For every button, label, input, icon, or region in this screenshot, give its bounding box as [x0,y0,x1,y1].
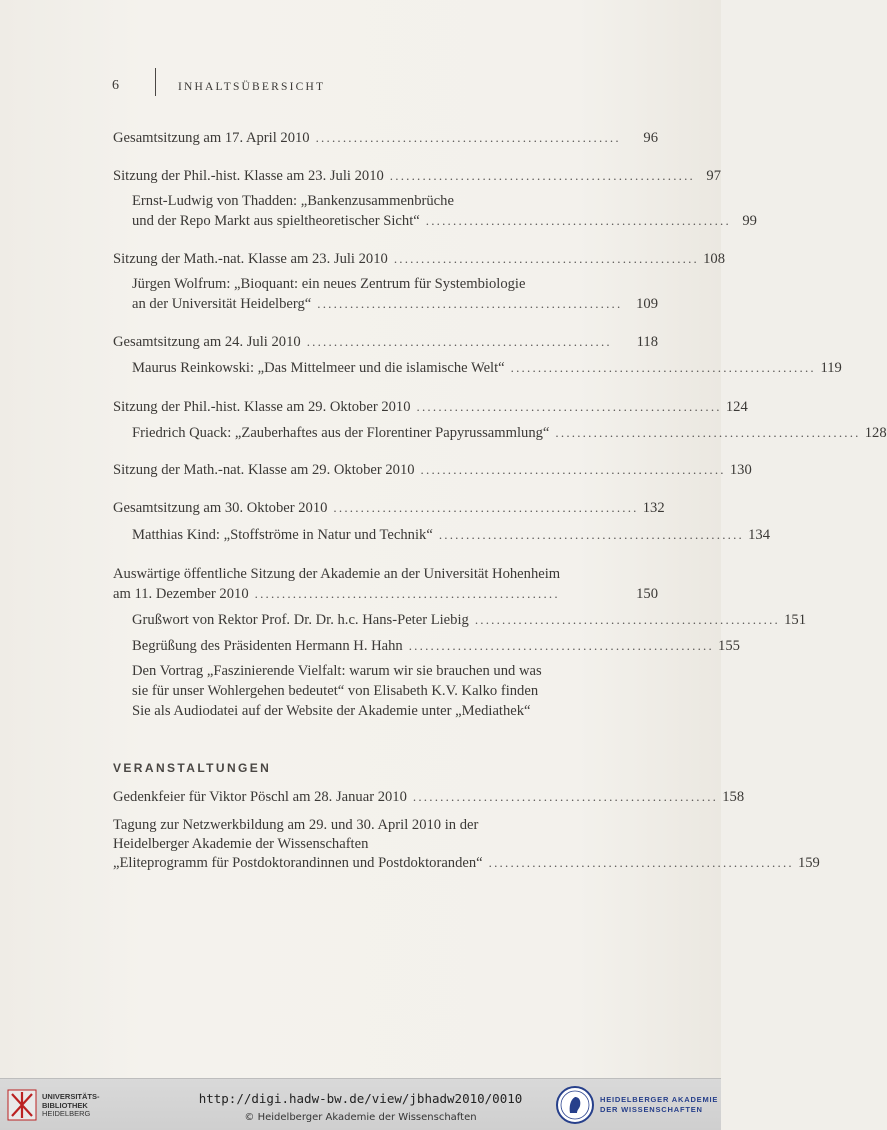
university-library-name: UNIVERSITÄTS- BIBLIOTHEK HEIDELBERG [42,1092,100,1118]
note-line: sie für unser Wohlergehen bedeutet“ von Elisabeth K.V. Kalko finden [132,683,539,699]
toc-entry-line: Tagung zur Netzwerkbildung am 29. und 30. April 2010 in der [113,817,479,833]
toc-entry: am 11. Dezember 2010 ........................................................ 150 [113,586,658,602]
toc-entry: Grußwort von Rektor Prof. Dr. Dr. h.c. Hans-Peter Liebig ........................................................ 151 [132,612,807,628]
running-header [112,76,512,98]
toc-entry: Friedrich Quack: „Zauberhaftes aus der Florentiner Papyrussammlung“ ........................................................ 128 [132,425,887,441]
toc-entry: Maurus Reinkowski: „Das Mittelmeer und die islamische Welt“ ........................................................ 119 [132,360,842,376]
toc-entry: an der Universität Heidelberg“ ........................................................ 109 [132,296,658,312]
toc-entry: Gesamtsitzung am 24. Juli 2010 ........................................................ 118 [113,334,658,350]
note-line: Sie als Audiodatei auf der Website der Akademie unter „Mediathek“ [132,703,531,719]
toc-entry: Gesamtsitzung am 30. Oktober 2010 ........................................................ 132 [113,500,665,516]
toc-entry: Sitzung der Phil.-hist. Klasse am 23. Juli 2010 ........................................................ 97 [113,168,721,184]
running-title: INHALTSÜBERSICHT [178,81,326,93]
toc-entry: Sitzung der Math.-nat. Klasse am 23. Juli 2010 ........................................................ 108 [113,251,726,267]
header-divider [155,68,156,96]
toc-entry: Sitzung der Phil.-hist. Klasse am 29. Oktober 2010 ........................................................ 124 [113,399,748,415]
viewer-footer [0,1078,721,1130]
toc-entry: Sitzung der Math.-nat. Klasse am 29. Oktober 2010 ........................................................ 130 [113,462,752,478]
toc-entry-line: Heidelberger Akademie der Wissenschaften [113,836,369,852]
copyright-notice: © Heidelberger Akademie der Wissenschaften [244,1112,477,1123]
toc-entry: Gedenkfeier für Viktor Pöschl am 28. Januar 2010 ........................................................ 158 [113,789,745,805]
academy-name: HEIDELBERGER AKADEMIE DER WISSENSCHAFTEN [600,1095,719,1114]
toc-entry: und der Repo Markt aus spieltheoretischer Sicht“ ........................................................ 99 [132,213,757,229]
toc-entry: Gesamtsitzung am 17. April 2010 ........................................................ 96 [113,130,658,146]
page-url-link[interactable]: http://digi.hadw-bw.de/view/jbhadw2010/0010 [198,1091,523,1106]
section-heading: VERANSTALTUNGEN [113,761,272,775]
toc-entry-line: Jürgen Wolfrum: „Bioquant: ein neues Zentrum für Systembiologie [132,276,526,292]
toc-entry-line: Auswärtige öffentliche Sitzung der Akademie an der Universität Hohenheim [113,566,561,582]
toc-entry: Begrüßung des Präsidenten Hermann H. Hahn ........................................................ 155 [132,638,740,654]
toc-entry-line: Ernst-Ludwig von Thadden: „Bankenzusammenbrüche [132,193,454,209]
academy-seal-icon[interactable] [555,1085,595,1125]
toc-entry: „Eliteprogramm für Postdoktorandinnen und Postdoktoranden“ ........................................................ 159 [113,855,820,871]
note-line: Den Vortrag „Faszinierende Vielfalt: warum wir sie brauchen und was [132,663,542,679]
toc-entry: Matthias Kind: „Stoffströme in Natur und Technik“ ........................................................ 134 [132,527,771,543]
page-number: 6 [112,78,119,93]
